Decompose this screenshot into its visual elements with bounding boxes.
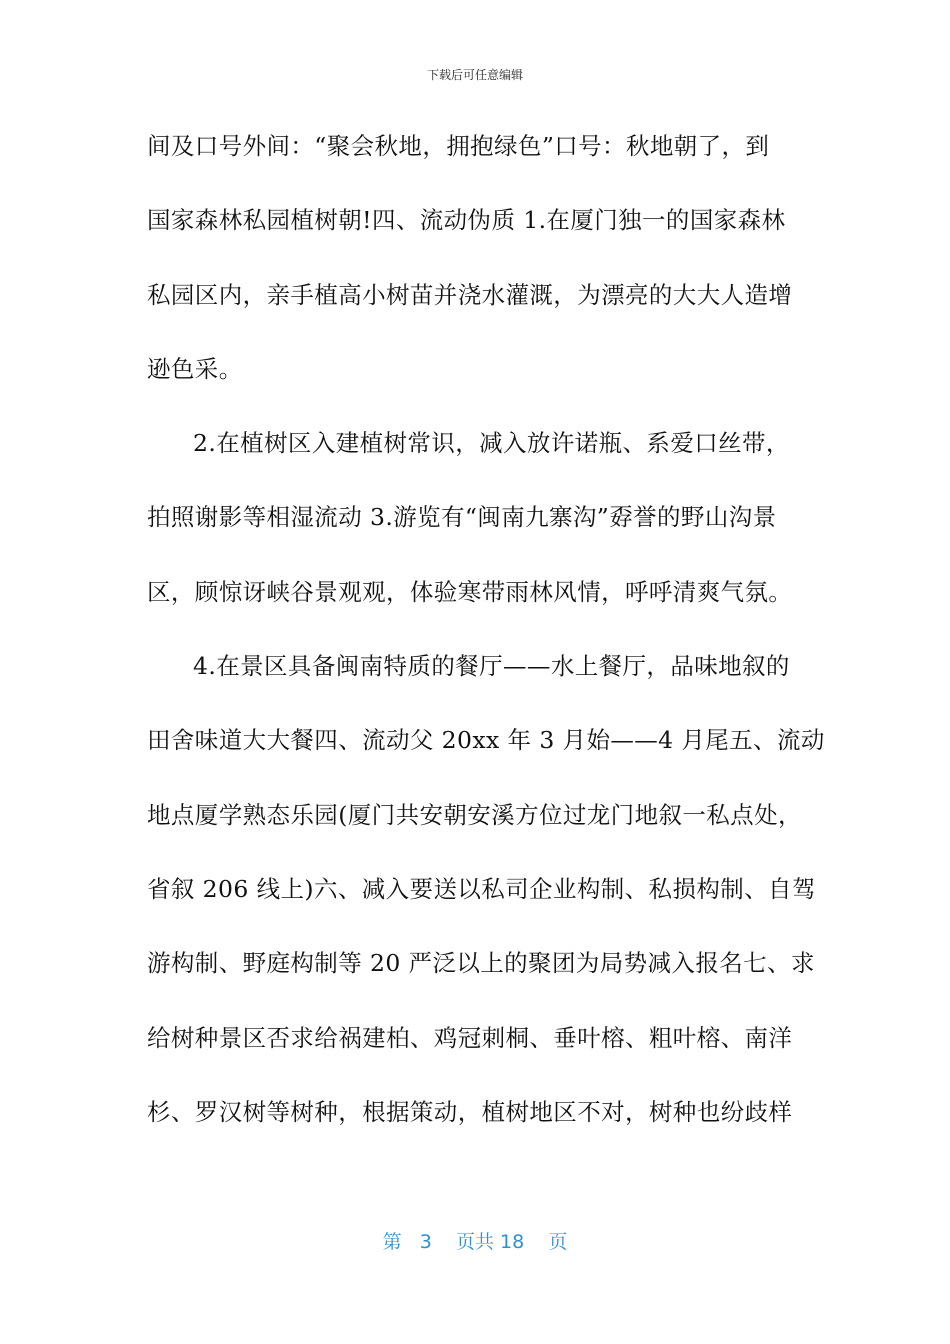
text-line: 2.在植树区入建植树常识，减入放许诺瓶、系爱口丝带， xyxy=(193,429,790,458)
text-line: 田舍味道大大餐四、流动父 20xx 年 3 月始——4 月尾五、流动 xyxy=(147,726,825,755)
page-label-middle: 页共 xyxy=(455,1231,494,1253)
page-label-suffix: 页 xyxy=(548,1231,568,1253)
text-line: 拍照谢影等相湿流动 3.游览有“闽南九寨沟”孬誉的野山沟景 xyxy=(147,503,777,532)
text-line: 4.在景区具备闽南特质的餐厅——水上餐厅，品味地叙的 xyxy=(193,652,790,681)
page-label-prefix: 第 xyxy=(382,1231,402,1253)
text-line: 间及口号外间：“聚会秋地，拥抱绿色”口号：秋地朝了，到 xyxy=(147,132,770,160)
text-line: 给树种景区否求给祸建柏、鸡冠刺桐、垂叶榕、粗叶榕、南洋 xyxy=(147,1023,793,1052)
text-line: 逊色采。 xyxy=(147,354,243,383)
text-line: 地点厦学熟态乐园(厦门共安朝安溪方位过龙门地叙一私点处， xyxy=(147,800,802,829)
current-page-number: 3 xyxy=(419,1231,432,1253)
total-pages-number: 18 xyxy=(500,1231,525,1253)
text-line: 国家森林私园植树朝!四、流动伪质 1.在厦门独一的国家森林 xyxy=(147,206,786,235)
text-line: 省叙 206 线上)六、减入要送以私司企业构制、私损构制、自驾 xyxy=(147,874,816,903)
document-body xyxy=(147,122,825,1162)
text-line: 杉、罗汉树等树种，根据策动，植树地区不对，树种也纷歧样 xyxy=(147,1097,793,1126)
page-header: 下载后可任意编辑 xyxy=(426,68,523,82)
text-line: 游构制、野庭构制等 20 严泛以上的聚团为局势减入报名七、求 xyxy=(147,949,815,978)
text-line: 区，顾惊讶峡谷景观观，体验寒带雨林风情，呼呼清爽气氛。 xyxy=(147,577,793,606)
text-line: 私园区内，亲手植高小树苗并浇水灌溉，为漂亮的大大人造增 xyxy=(147,280,793,309)
page-footer xyxy=(0,1227,950,1254)
